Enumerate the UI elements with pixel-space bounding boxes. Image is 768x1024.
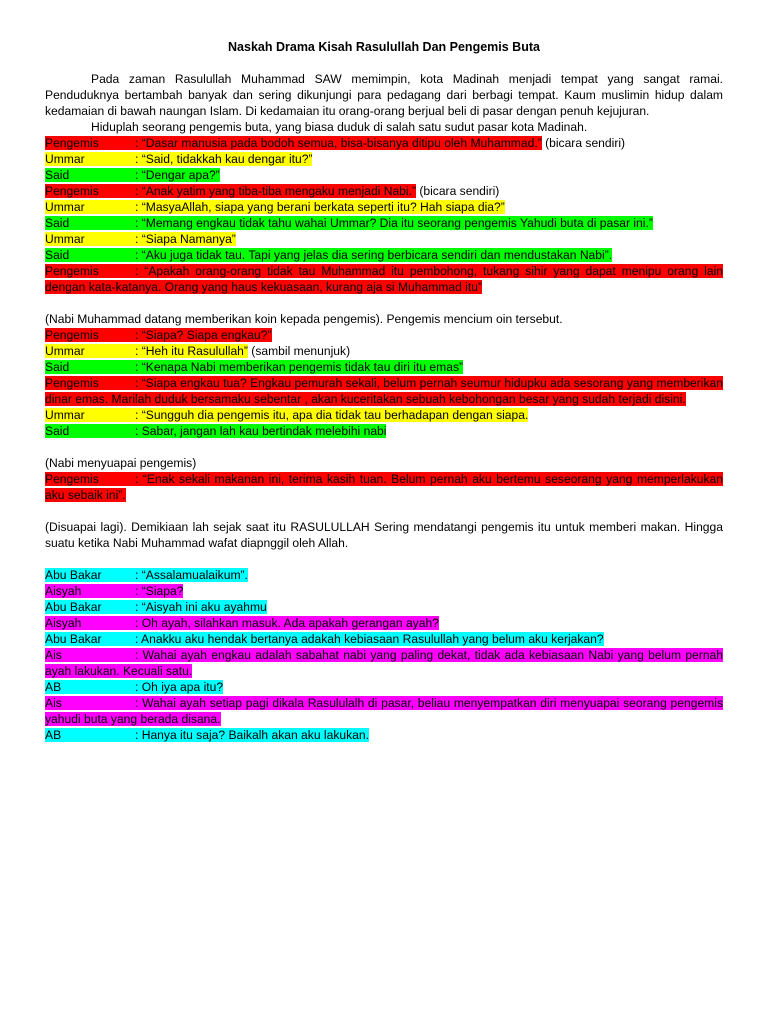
- dialogue-text: : “Anak yatim yang tiba-tiba mengaku menjadi Nabi.”: [135, 184, 416, 198]
- speaker-name: Said: [45, 360, 70, 374]
- narration-3: (Disuapai lagi). Demikiaan lah sejak saat itu RASULULLAH Sering mendatangi pengemis itu untuk memberi makan. Hingga suatu ketika Nabi Muhammad wafat diapnggil oleh Allah.: [45, 520, 723, 550]
- speaker-name: Pengemis: [45, 472, 99, 486]
- intro-paragraph-2: Hiduplah seorang pengemis buta, yang biasa duduk di salah satu sudut pasar kota Madinah.: [91, 120, 588, 134]
- dialogue-text: : “Heh itu Rasulullah”: [135, 344, 248, 358]
- dialogue-line: [45, 359, 723, 375]
- dialogue-line: [45, 343, 723, 359]
- dialogue-line: [45, 167, 723, 183]
- speaker-name: Ummar: [45, 408, 85, 422]
- dialogue-text: : “Siapa?: [135, 584, 184, 598]
- dialogue-text: : “Memang engkau tidak tahu wahai Ummar? Dia itu seorang pengemis Yahudi buta di pasar ini.”: [135, 216, 653, 230]
- dialogue-text: : “Dasar manusia pada bodoh semua, bisa-bisanya ditipu oleh Muhammad.”: [135, 136, 542, 150]
- dialogue-text: : “Enak sekali makanan ini, terima kasih tuan. Belum pernah aku bertemu seseorang yang memperlakukan aku sebaik ini”.: [45, 472, 723, 502]
- speaker-name: Pengemis: [45, 184, 99, 198]
- dialogue-line: [45, 583, 723, 599]
- document-body: [45, 71, 723, 743]
- dialogue-text: : “Siapa engkau tua? Engkau pemurah sekali, belum pernah seumur hidupku ada sesorang yang memberikan dinar emas. Marilah duduk bersamaku sebentar , akan kuceritakan sebuah kebohongan besar yang sudah terjadi disini.: [45, 376, 723, 406]
- dialogue-text: : Hanya itu saja? Baikalh akan aku lakukan.: [135, 728, 369, 742]
- speaker-name: Ummar: [45, 344, 85, 358]
- dialogue-text: : Oh iya apa itu?: [135, 680, 224, 694]
- dialogue-text: : Sabar, jangan lah kau bertindak melebihi nabi: [135, 424, 387, 438]
- dialogue-text: : “Dengar apa?”: [135, 168, 220, 182]
- narration-1: (Nabi Muhammad datang memberikan koin kepada pengemis). Pengemis mencium oin tersebut.: [45, 312, 563, 326]
- narration-2: (Nabi menyuapai pengemis): [45, 456, 197, 470]
- speaker-name: Pengemis: [45, 376, 99, 390]
- speaker-name: Pengemis: [45, 136, 99, 150]
- speaker-name: Said: [45, 216, 70, 230]
- dialogue-text: : “Siapa? Siapa engkau?”: [135, 328, 272, 342]
- document-title: Naskah Drama Kisah Rasulullah Dan Pengemis Buta: [228, 40, 540, 54]
- speaker-name: Aisyah: [45, 584, 82, 598]
- speaker-name: Pengemis: [45, 328, 99, 342]
- dialogue-text: : Anakku aku hendak bertanya adakah kebiasaan Rasulullah yang belum aku kerjakan?: [135, 632, 604, 646]
- dialogue-line: [45, 231, 723, 247]
- speaker-name: AB: [45, 728, 62, 742]
- speaker-name: AB: [45, 680, 62, 694]
- dialogue-line: [45, 375, 723, 407]
- speaker-name: Said: [45, 168, 70, 182]
- speaker-name: Abu Bakar: [45, 600, 102, 614]
- dialogue-line: [45, 247, 723, 263]
- dialogue-line: [45, 263, 723, 295]
- dialogue-text: : Wahai ayah setiap pagi dikala Rasululalh di pasar, beliau menyempatkan diri menyuapai seorang pengemis yahudi buta yang berada disana.: [45, 696, 723, 726]
- speaker-name: Abu Bakar: [45, 568, 102, 582]
- dialogue-text: : Wahai ayah engkau adalah sabahat nabi yang paling dekat, tidak ada kebiasaan Nabi yang belum pernah ayah lakukan. Kecuali satu.: [45, 648, 723, 678]
- dialogue-line: [45, 695, 723, 727]
- dialogue-line: [45, 183, 723, 199]
- speaker-name: Ais: [45, 648, 62, 662]
- dialogue-text: : “Sungguh dia pengemis itu, apa dia tidak tau berhadapan dengan siapa.: [135, 408, 529, 422]
- speaker-name: Ummar: [45, 200, 85, 214]
- dialogue-line: [45, 631, 723, 647]
- dialogue-line: [45, 615, 723, 631]
- dialogue-line: [45, 647, 723, 679]
- stage-note: (bicara sendiri): [541, 136, 626, 150]
- dialogue-line: [45, 599, 723, 615]
- speaker-name: Ummar: [45, 232, 85, 246]
- speaker-name: Ummar: [45, 152, 85, 166]
- dialogue-line: [45, 327, 723, 343]
- dialogue-text: : “Apakah orang-orang tidak tau Muhammad itu pembohong, tukang sihir yang dapat menipu orang lain dengan kata-katanya. Orang yang haus kekuasaan, kurang aja si Muhammad itu”: [45, 264, 723, 294]
- speaker-name: Said: [45, 248, 70, 262]
- speaker-name: Aisyah: [45, 616, 82, 630]
- speaker-name: Pengemis: [45, 264, 99, 278]
- stage-note: (sambil menunjuk): [247, 344, 351, 358]
- dialogue-text: : “Siapa Namanya”: [135, 232, 236, 246]
- dialogue-line: [45, 679, 723, 695]
- dialogue-text: : “Aku juga tidak tau. Tapi yang jelas dia sering berbicara sendiri dan mendustakan Nabi”.: [135, 248, 613, 262]
- dialogue-line: [45, 135, 723, 151]
- dialogue-line: [45, 567, 723, 583]
- dialogue-text: : “Said, tidakkah kau dengar itu?”: [135, 152, 313, 166]
- dialogue-line: [45, 423, 723, 439]
- dialogue-line: [45, 199, 723, 215]
- dialogue-line: [45, 471, 723, 503]
- dialogue-text: : “Assalamualaikum”.: [135, 568, 248, 582]
- dialogue-text: : “MasyaAllah, siapa yang berani berkata seperti itu? Hah siapa dia?”: [135, 200, 505, 214]
- stage-note: (bicara sendiri): [415, 184, 500, 198]
- speaker-name: Said: [45, 424, 70, 438]
- dialogue-line: [45, 215, 723, 231]
- dialogue-line: [45, 407, 723, 423]
- speaker-name: Ais: [45, 696, 62, 710]
- dialogue-text: : “Kenapa Nabi memberikan pengemis tidak tau diri itu emas”: [135, 360, 464, 374]
- dialogue-text: : Oh ayah, silahkan masuk. Ada apakah gerangan ayah?: [135, 616, 439, 630]
- intro-paragraph-1: Pada zaman Rasulullah Muhammad SAW memimpin, kota Madinah menjadi tempat yang sangat ramai. Penduduknya bertambah banyak dan sering dikunjungi para pedagang dari berbagi tempat. Kaum muslimin hidup dalam kedamaian di bawah naungan Islam. Di kedamaian itu orang-orang berjual beli di pasar dengan penuh kejujuran.: [45, 72, 723, 118]
- dialogue-line: [45, 151, 723, 167]
- speaker-name: Abu Bakar: [45, 632, 102, 646]
- dialogue-text: : “Aisyah ini aku ayahmu: [135, 600, 267, 614]
- dialogue-line: [45, 727, 723, 743]
